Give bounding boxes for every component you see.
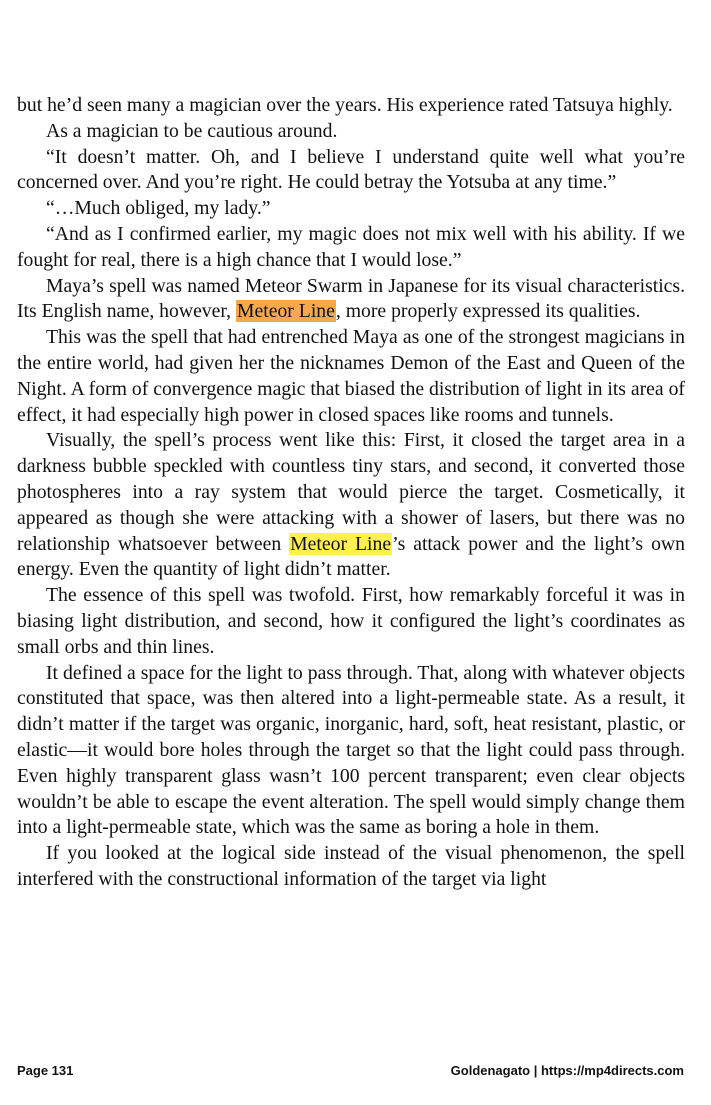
text-run: If you looked at the logical side instead of the visual phenomenon, the spell interfered with the constructional information of the target via light [17, 842, 685, 890]
text-run: The essence of this spell was twofold. First, how remarkably forceful it was in biasing light distribution, and second, how it configured the light’s coordinates as small orbs and thin lines. [17, 584, 685, 658]
paragraph [17, 583, 685, 660]
paragraph [17, 428, 685, 583]
text-run: but he’d seen many a magician over the years. His experience rated Tatsuya highly. [17, 94, 673, 116]
page-footer [17, 1063, 684, 1078]
highlighted-term: Meteor Line [290, 532, 392, 555]
paragraph [17, 119, 685, 145]
page-number: Page 131 [17, 1063, 74, 1078]
paragraph [17, 145, 685, 197]
paragraph [17, 222, 685, 274]
text-run: It defined a space for the light to pass through. That, along with whatever objects constituted that space, was then altered into a light-permeable state. As a result, it didn’t matter if the target was organic, inorganic, hard, soft, heat resistant, plastic, or elastic—it would bore holes through the target so that the light could pass through. Even highly transparent glass wasn’t 100 percent transparent; even clear objects wouldn’t be able to escape the event alteration. The spell would simply change them into a light-permeable state, which was the same as boring a hole in them. [17, 661, 685, 839]
text-run: ’s attack power and the light’s own energy. Even the quantity of light didn’t matter. [17, 532, 685, 581]
text-run: “It doesn’t matter. Oh, and I believe I understand quite well what you’re concerned over. And you’re right. He could betray the Yotsuba at any time.” [17, 145, 685, 194]
text-run: Visually, the spell’s process went like this: First, it closed the target area in a darkness bubble speckled with countless tiny stars, and second, it converted those photospheres into a ray system that would pierce the target. Cosmetically, it appeared as though she were attacking with a shower of lasers, but there was no relationship whatsoever between [17, 429, 685, 555]
text-run: “And as I confirmed earlier, my magic does not mix well with his ability. If we fought for real, there is a high chance that I would lose.” [17, 222, 685, 271]
highlighted-term: Meteor Line [237, 300, 335, 323]
source-credit: Goldenagato | https://mp4directs.com [450, 1063, 684, 1078]
paragraph [17, 661, 685, 842]
paragraph [17, 274, 685, 326]
text-run: “…Much obliged, my lady.” [46, 197, 271, 220]
text-run: , more properly expressed its qualities. [335, 300, 641, 323]
text-run: As a magician to be cautious around. [46, 119, 338, 142]
paragraph [17, 93, 685, 119]
paragraph [17, 325, 685, 428]
paragraph [17, 196, 685, 222]
text-run: This was the spell that had entrenched Maya as one of the strongest magicians in the entire world, had given her the nicknames Demon of the East and Queen of the Night. A form of convergence magic that biased the distribution of light in its area of effect, it had especially high power in closed spaces like rooms and tunnels. [17, 326, 685, 426]
text-run: Maya’s spell was named Meteor Swarm in Japanese for its visual characteristics. Its English name, however, [17, 274, 685, 323]
page-body-text [17, 93, 685, 893]
paragraph [17, 841, 685, 893]
